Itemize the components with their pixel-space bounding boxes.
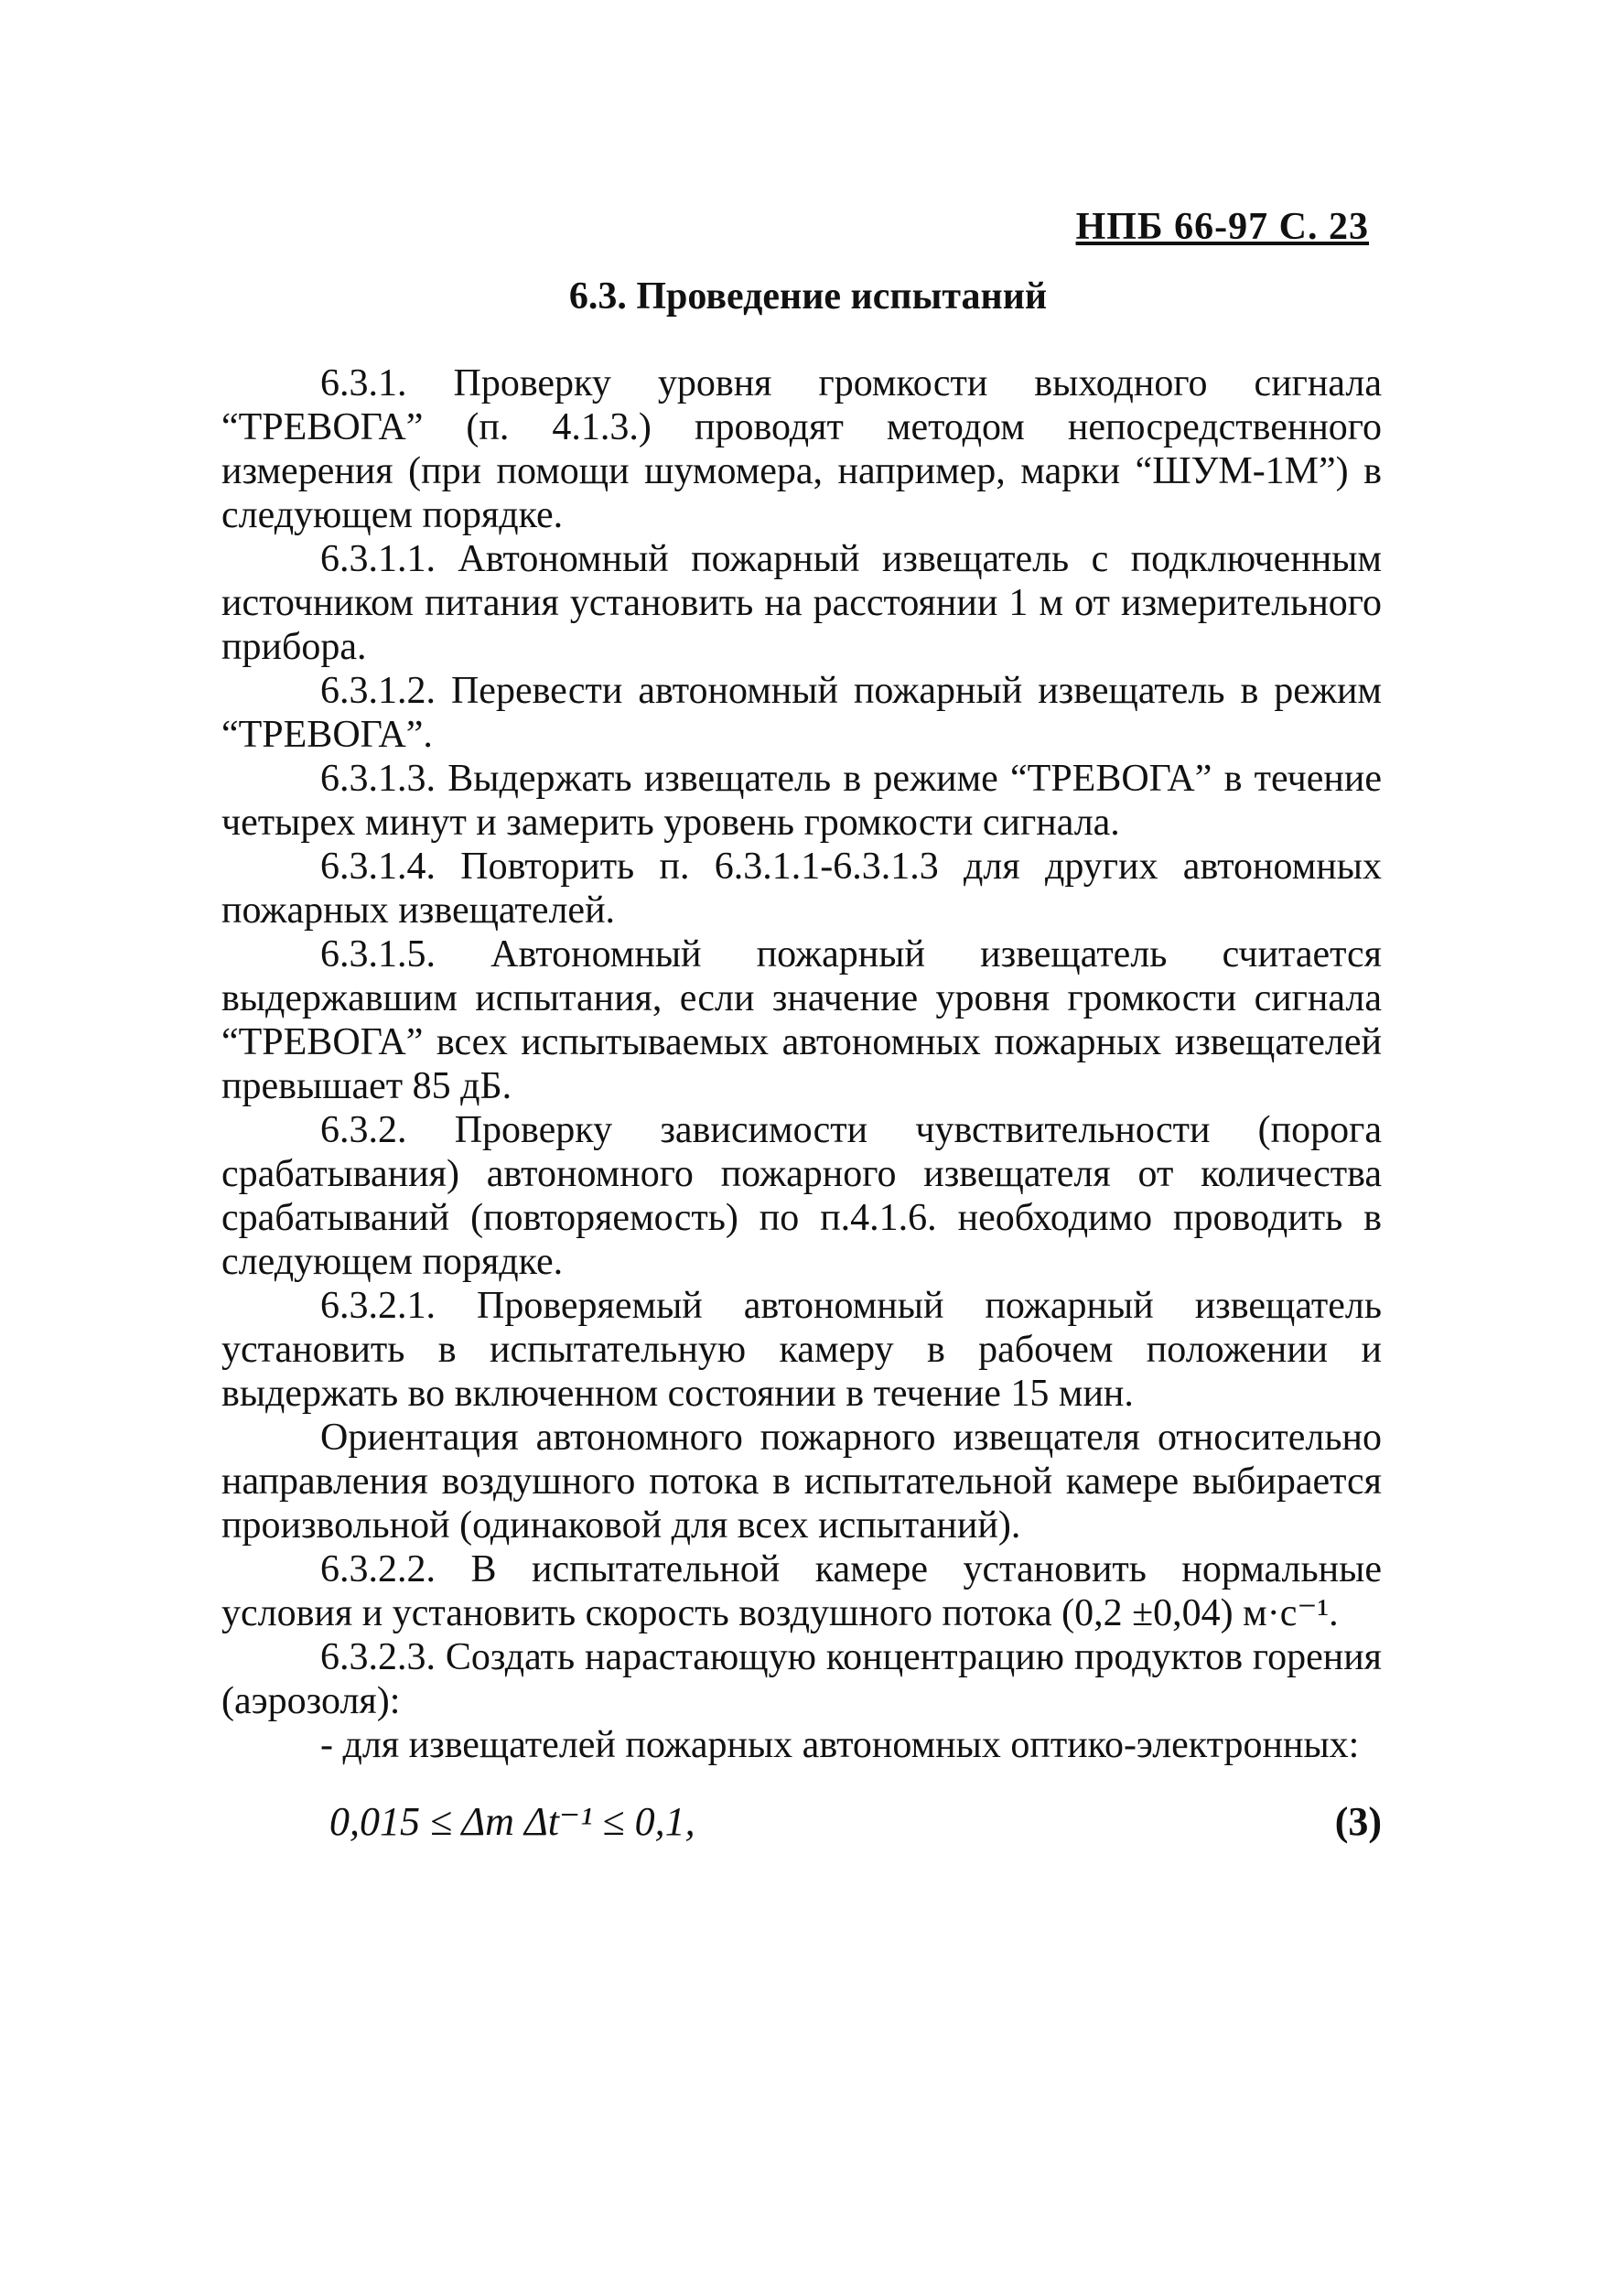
paragraph: 6.3.1.5. Автономный пожарный извещатель считается выдержавшим испытания, если значение уровня громкости сигнала “ТРЕВОГА” всех испытываемых автономных пожарных извещателей превышает 85 дБ. <box>221 933 1382 1107</box>
paragraph: 6.3.1. Проверку уровня громкости выходного сигнала “ТРЕВОГА” (п. 4.1.3.) проводят методом непосредственного измерения (при помощи шумомера, например, марки “ШУМ-1М”) в следующем порядке. <box>221 362 1382 536</box>
paragraph: 6.3.2. Проверку зависимости чувствительности (порога срабатывания) автономного пожарного извещателя от количества срабатываний (повторяемость) по п.4.1.6. необходимо проводить в следующем порядке. <box>221 1109 1382 1283</box>
paragraph: 6.3.1.2. Перевести автономный пожарный извещатель в режим “ТРЕВОГА”. <box>221 670 1382 756</box>
page-header-reference: НПБ 66-97 С. 23 <box>1075 206 1369 248</box>
formula-expression: 0,015 ≤ Δm Δt⁻¹ ≤ 0,1, <box>329 1799 695 1844</box>
paragraph: Ориентация автономного пожарного извещателя относительно направления воздушного потока в испытательной камере выбирается произвольной (одинаковой для всех испытаний). <box>221 1417 1382 1547</box>
list-item: - для извещателей пожарных автономных оптико-электронных: <box>320 1724 1360 1766</box>
paragraph: 6.3.2.3. Создать нарастающую концентрацию продуктов горения (аэрозоля): <box>221 1636 1382 1722</box>
paragraph: 6.3.2.1. Проверяемый автономный пожарный извещатель установить в испытательную камеру в рабочем положении и выдержать во включенном состоянии в течение 15 мин. <box>221 1285 1382 1415</box>
document-body <box>221 361 1382 1767</box>
formula-3 <box>329 1798 1382 1853</box>
formula-number: (3) <box>1334 1799 1382 1844</box>
paragraph: 6.3.1.3. Выдержать извещатель в режиме “ТРЕВОГА” в течение четырех минут и замерить уровень громкости сигнала. <box>221 758 1382 844</box>
paragraph: 6.3.1.4. Повторить п. 6.3.1.1-6.3.1.3 для других автономных пожарных извещателей. <box>221 846 1382 932</box>
paragraph: 6.3.2.2. В испытательной камере установить нормальные условия и установить скорость воздушного потока (0,2 ±0,04) м·с⁻¹. <box>221 1548 1382 1634</box>
section-title: 6.3. Проведение испытаний <box>568 275 1048 318</box>
paragraph: 6.3.1.1. Автономный пожарный извещатель с подключенным источником питания установить на расстоянии 1 м от измерительного прибора. <box>221 538 1382 668</box>
